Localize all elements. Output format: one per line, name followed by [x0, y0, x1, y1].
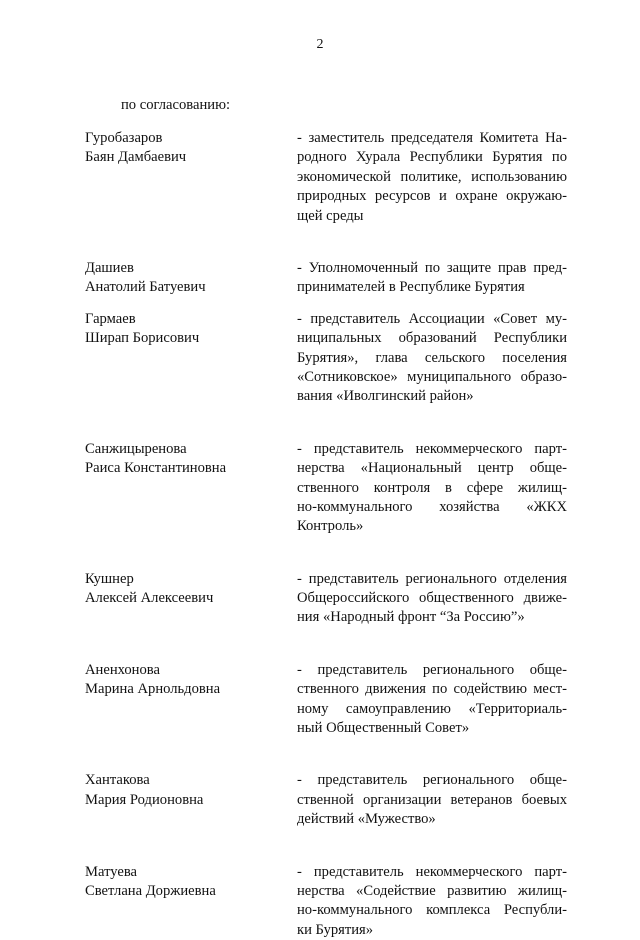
member-role: [297, 259, 567, 298]
role-line: ниципальных образований Республики: [297, 330, 567, 347]
member-entry: [85, 661, 567, 739]
member-list: [85, 129, 567, 940]
role-line: «Сотниковское» муниципального образо-: [297, 368, 567, 385]
member-given-names: Раиса Константиновна: [85, 460, 227, 477]
member-given-names: Марина Арнольдовна: [85, 681, 221, 698]
role-line: природных ресурсов и охране окружаю-: [297, 188, 567, 205]
member-entry: [85, 863, 567, 940]
role-line: - представитель некоммерческого парт-: [297, 863, 567, 880]
page-number: 2: [316, 37, 324, 52]
role-line: действий «Мужество»: [297, 811, 436, 828]
member-surname: Дашиев: [85, 259, 134, 276]
member-role: [297, 440, 567, 537]
role-line: родного Хурала Республики Бурятия по: [297, 149, 567, 166]
member-given-names: Алексей Алексеевич: [85, 590, 214, 607]
member-given-names: Ширап Борисович: [85, 330, 200, 347]
role-line: Бурятия», глава сельского поселения: [297, 349, 567, 366]
role-line: ный Общественный Совет»: [297, 720, 470, 737]
member-role: [297, 863, 567, 940]
member-entry: [85, 259, 567, 298]
role-line: - представитель некоммерческого парт-: [297, 440, 567, 457]
member-name: [85, 129, 297, 226]
member-given-names: Анатолий Батуевич: [85, 279, 206, 296]
member-surname: Кушнер: [85, 570, 134, 587]
member-given-names: Светлана Доржиевна: [85, 882, 216, 899]
member-surname: Санжицыренова: [85, 440, 187, 457]
member-role: [297, 771, 567, 829]
role-line: Контроль»: [297, 518, 364, 535]
role-line: ки Бурятия»: [297, 921, 374, 938]
member-given-names: Мария Родионовна: [85, 791, 204, 808]
role-line: - заместитель председателя Комитета На-: [297, 130, 567, 146]
role-line: вания «Иволгинский район»: [297, 388, 474, 405]
role-line: - представитель регионального отделения: [297, 570, 567, 587]
member-surname: Гуробазаров: [85, 130, 163, 146]
member-entry: [85, 129, 567, 226]
role-line: ственного движения по содействию мест-: [297, 681, 567, 698]
member-entry: [85, 570, 567, 628]
member-surname: Хантакова: [85, 772, 150, 789]
member-name: [85, 771, 297, 829]
member-name: [85, 570, 297, 628]
role-line: - представитель Ассоциации «Совет му-: [297, 310, 567, 327]
role-line: - представитель регионального обще-: [297, 661, 567, 678]
role-line: ному самоуправлению «Территориаль-: [297, 700, 567, 717]
member-role: [297, 570, 567, 628]
member-role: [297, 129, 567, 226]
role-line: - Уполномоченный по защите прав пред-: [297, 259, 567, 276]
member-entry: [85, 771, 567, 829]
intro-text: по согласованию:: [121, 97, 231, 113]
member-surname: Аненхонова: [85, 661, 160, 678]
role-line: экономической политике, использованию: [297, 168, 567, 185]
member-entry: [85, 440, 567, 537]
member-given-names: Баян Дамбаевич: [85, 149, 187, 166]
member-name: [85, 863, 297, 940]
role-line: Общероссийского общественного движе-: [297, 590, 567, 607]
member-role: [297, 310, 567, 407]
member-name: [85, 661, 297, 739]
role-line: но-коммунального комплекса Республи-: [297, 902, 567, 919]
member-role: [297, 661, 567, 739]
member-name: [85, 440, 297, 537]
role-line: ния «Народный фронт “За Россию”»: [297, 609, 525, 626]
role-line: ственной организации ветеранов боевых: [297, 791, 567, 808]
member-name: [85, 259, 297, 298]
role-line: нерства «Содействие развитию жилищ-: [297, 882, 567, 899]
member-surname: Гармаев: [85, 310, 136, 327]
member-name: [85, 310, 297, 407]
member-surname: Матуева: [85, 863, 138, 880]
role-line: принимателей в Республике Бурятия: [297, 279, 525, 296]
role-line: ственного контроля в сфере жилищ-: [297, 479, 567, 496]
role-line: но-коммунального хозяйства «ЖКХ: [297, 498, 567, 515]
member-entry: [85, 310, 567, 407]
role-line: щей среды: [297, 207, 364, 224]
role-line: - представитель регионального обще-: [297, 772, 567, 789]
role-line: нерства «Национальный центр обще-: [297, 460, 567, 477]
